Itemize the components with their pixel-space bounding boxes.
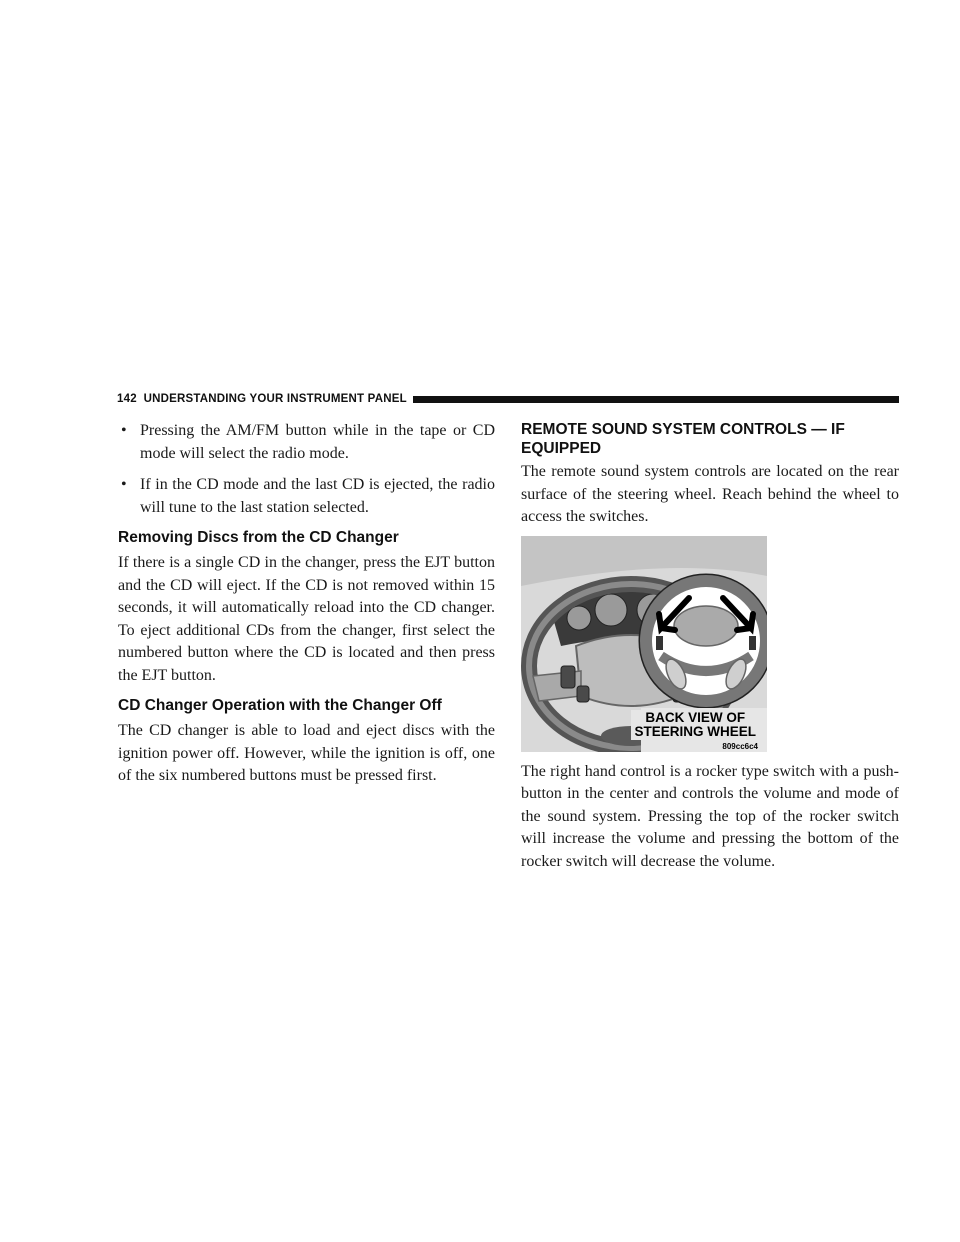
figure-code: 809cc6c4 [722,741,758,751]
bullet-item [118,474,495,519]
section-title: UNDERSTANDING YOUR INSTRUMENT PANEL [143,393,407,405]
page-header [117,392,899,406]
removing-discs-text: If there is a single CD in the changer, press the EJT button and the CD will eject. If the CD is not removed within 15 seconds, it will automatically reload into the CD changer. To eject additional CDs from the changer, first select the numbered button where the CD is located and then press the EJT button. [118,554,495,684]
remote-controls-heading: REMOTE SOUND SYSTEM CONTROLS — IF EQUIPPED [521,421,845,457]
right-column [521,420,899,873]
figure-caption-line2: STEERING WHEEL [634,723,756,739]
bullet-text: Pressing the AM/FM button while in the tape or CD mode will select the radio mode. [140,422,495,462]
header-rule [413,396,899,403]
bullet-dot: • [121,422,127,439]
bullet-list [118,420,495,519]
figure-caption [631,710,759,740]
removing-discs-heading: Removing Discs from the CD Changer [118,529,399,546]
steering-wheel-figure [521,536,767,752]
bullet-dot: • [121,476,127,493]
page-number: 142 [117,393,137,405]
left-column [118,420,495,788]
right-control-description: The right hand control is a rocker type switch with a push-button in the center and controls the volume and mode of the sound system. Pressing the top of the rocker switch will increase the volume and pressing the bottom of the rocker switch will decrease the volume. [521,762,899,870]
bullet-text: If in the CD mode and the last CD is ejected, the radio will tune to the last station selected. [140,476,495,516]
figure-caption-line1: BACK VIEW OF [645,709,746,725]
changer-off-text: The CD changer is able to load and eject discs with the ignition power off. However, while the ignition is off, one of the six numbered buttons must be pressed first. [118,722,495,784]
remote-controls-intro: The remote sound system controls are located on the rear surface of the steering wheel. Reach behind the wheel to access the switches. [521,463,899,525]
page-header-text [117,393,407,405]
changer-off-heading: CD Changer Operation with the Changer Off [118,697,442,714]
bullet-item [118,420,495,465]
